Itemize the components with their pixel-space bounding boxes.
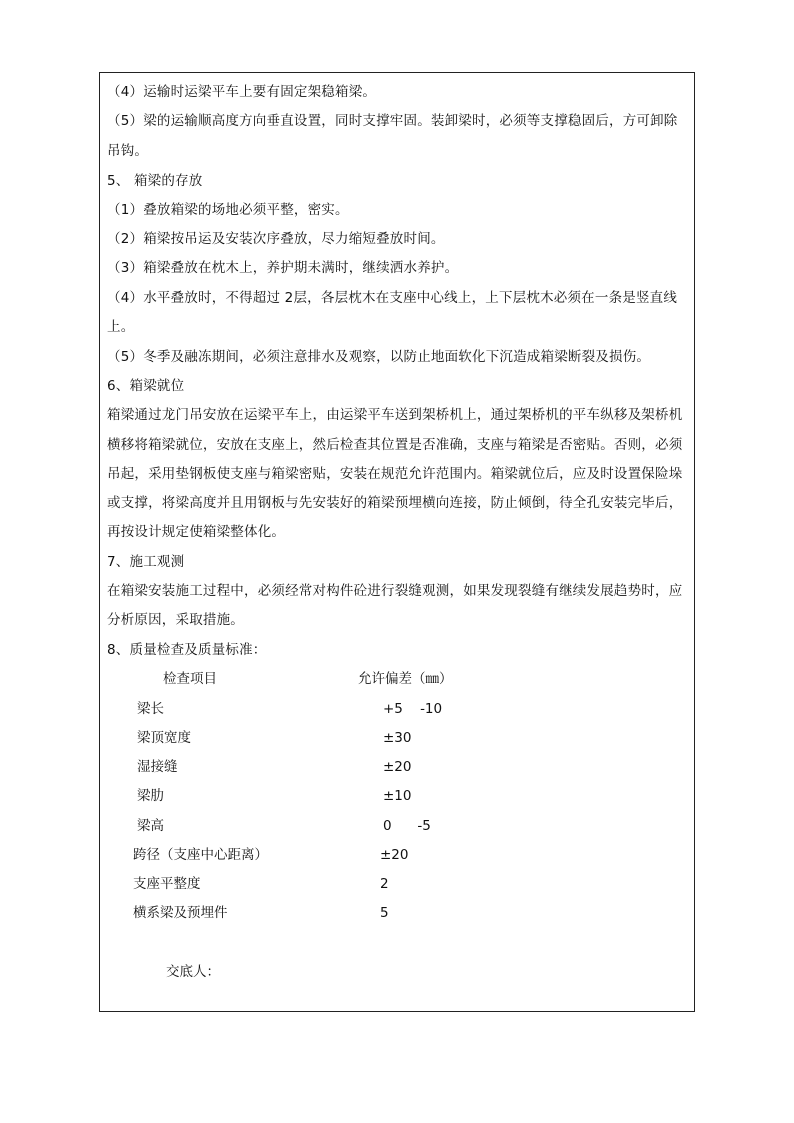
text-line: （5）冬季及融冻期间，必须注意排水及观察，以防止地面软化下沉造成箱梁断裂及损伤。 [107, 349, 651, 365]
text-line: （4）水平叠放时，不得超过 2层，各层枕木在支座中心线上，上下层枕木必须在一条是竖直线 [107, 290, 678, 306]
text-line: （5）梁的运输顺高度方向垂直设置，同时支撑牢固。装卸梁时，必须等支撑稳固后，方可卸除 [107, 113, 678, 129]
section-heading: 5、 箱梁的存放 [107, 173, 203, 189]
text-line: 吊钩。 [107, 143, 149, 159]
table-row-tolerance: ±20 [383, 759, 412, 775]
table-row-tolerance: 0 -5 [383, 818, 431, 834]
table-row-item: 梁顶宽度 [137, 730, 191, 746]
table-row-item: 湿接缝 [137, 759, 178, 775]
table-row-item: 梁肋 [137, 788, 164, 804]
section-heading: 8、质量检查及质量标准： [107, 642, 267, 658]
table-row-item: 支座平整度 [133, 876, 201, 892]
text-line: 或支撑，将梁高度并且用钢板与先安装好的箱梁预埋横向连接，防止倾倒，待全孔安装完毕后， [107, 495, 683, 511]
table-row-tolerance: ±10 [383, 788, 412, 804]
table-row-tolerance: 2 [380, 876, 389, 892]
text-line: （2）箱梁按吊运及安装次序叠放，尽力缩短叠放时间。 [107, 231, 445, 247]
text-line: 横移将箱梁就位，安放在支座上，然后检查其位置是否准确，支座与箱梁是否密贴。否则，必须 [107, 437, 683, 453]
signature-label: 交底人： [166, 964, 220, 980]
table-row-item: 梁长 [137, 701, 164, 717]
table-header-tolerance: 允许偏差（㎜） [358, 671, 453, 687]
table-row-item: 跨径（支座中心距离） [133, 847, 268, 863]
table-header-item: 检查项目 [163, 671, 217, 687]
text-line: （1）叠放箱梁的场地必须平整，密实。 [107, 202, 349, 218]
text-line: 吊起，采用垫钢板使支座与箱梁密贴，安装在规范允许范围内。箱梁就位后，应及时设置保险垛 [107, 466, 683, 482]
table-row-tolerance: +5 -10 [383, 701, 443, 717]
text-line: （4）运输时运梁平车上要有固定架稳箱梁。 [107, 84, 377, 100]
text-line: （3）箱梁叠放在枕木上，养护期未满时，继续洒水养护。 [107, 260, 459, 276]
section-heading: 7、施工观测 [107, 554, 185, 570]
table-row-tolerance: 5 [380, 905, 389, 921]
text-line: 再按设计规定使箱梁整体化。 [107, 524, 286, 540]
text-line: 箱梁通过龙门吊安放在运梁平车上，由运梁平车送到架桥机上，通过架桥机的平车纵移及架桥机 [107, 407, 683, 423]
text-line: 在箱梁安装施工过程中，必须经常对构件砼进行裂缝观测，如果发现裂缝有继续发展趋势时，应 [107, 583, 683, 599]
section-heading: 6、箱梁就位 [107, 378, 185, 394]
table-row-tolerance: ±30 [383, 730, 412, 746]
text-line: 分析原因，采取措施。 [107, 612, 244, 628]
table-row-item: 梁高 [137, 818, 164, 834]
text-line: 上。 [107, 319, 135, 335]
table-row-item: 横系梁及预埋件 [133, 905, 228, 921]
table-row-tolerance: ±20 [380, 847, 409, 863]
